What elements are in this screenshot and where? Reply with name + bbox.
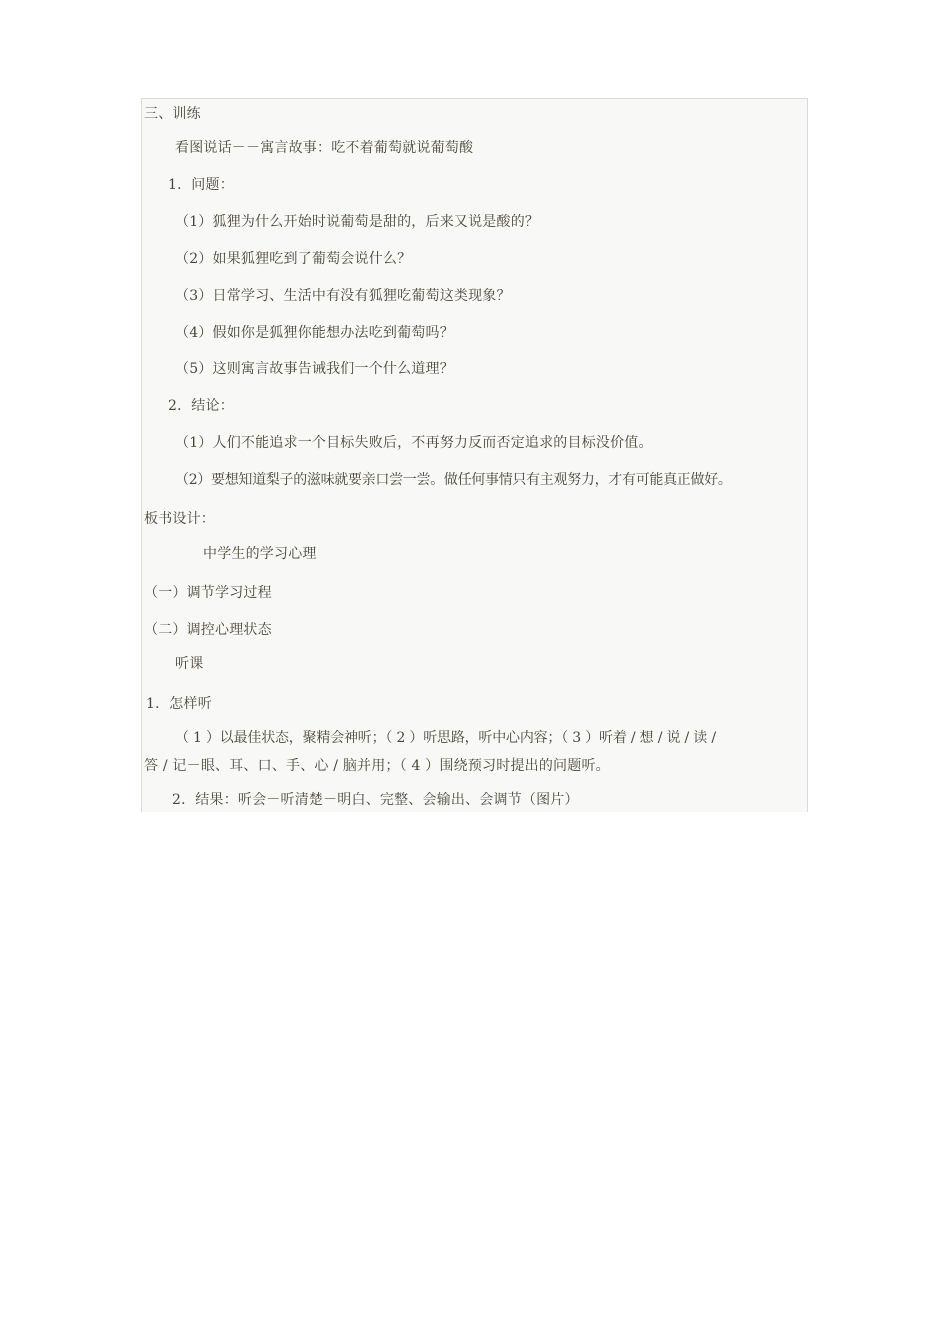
conclusion-item-1: （1）人们不能追求一个目标失败后，不再努力反而否定追求的目标没价值。 (175, 435, 653, 451)
questions-label: 1．问题： (168, 177, 234, 193)
question-item-1: （1）狐狸为什么开始时说葡萄是甜的，后来又说是酸的？ (175, 214, 540, 230)
board-design-label: 板书设计： (144, 511, 215, 527)
how-listen-heading: 1．怎样听 (146, 696, 212, 712)
board-part-1: （一）调节学习过程 (144, 585, 272, 601)
conclusions-label: 2．结论： (168, 398, 234, 414)
question-item-4: （4）假如你是狐狸你能想办法吃到葡萄吗？ (175, 325, 454, 341)
conclusion-item-2: （2）要想知道梨子的滋味就要亲口尝一尝。做任何事情只有主观努力，才有可能真正做好。 (175, 472, 732, 488)
result-line: 2．结果：听会－听清楚－明白、完整、会输出、会调节（图片） (172, 792, 579, 808)
how-listen-detail-line2: 答 / 记－眼、耳、口、手、心 / 脑并用；（ 4 ）围绕预习时提出的问题听。 (144, 758, 610, 774)
document-content-box (141, 98, 808, 812)
how-listen-detail-line1: （ 1 ）以最佳状态，聚精会神听；（ 2 ）听思路，听中心内容；（ 3 ）听着 / 想 / 说 / 读 / (175, 730, 716, 746)
question-item-2: （2）如果狐狸吃到了葡萄会说什么？ (175, 251, 412, 267)
board-design-title: 中学生的学习心理 (203, 546, 317, 562)
board-part-2: （二）调控心理状态 (144, 622, 272, 638)
listen-heading: 听课 (175, 656, 204, 672)
question-item-5: （5）这则寓言故事告诫我们一个什么道理？ (175, 361, 454, 377)
section-heading: 三、训练 (144, 106, 201, 122)
story-title: 看图说话－－寓言故事：吃不着葡萄就说葡萄酸 (175, 140, 474, 156)
question-item-3: （3）日常学习、生活中有没有狐狸吃葡萄这类现象？ (175, 288, 511, 304)
